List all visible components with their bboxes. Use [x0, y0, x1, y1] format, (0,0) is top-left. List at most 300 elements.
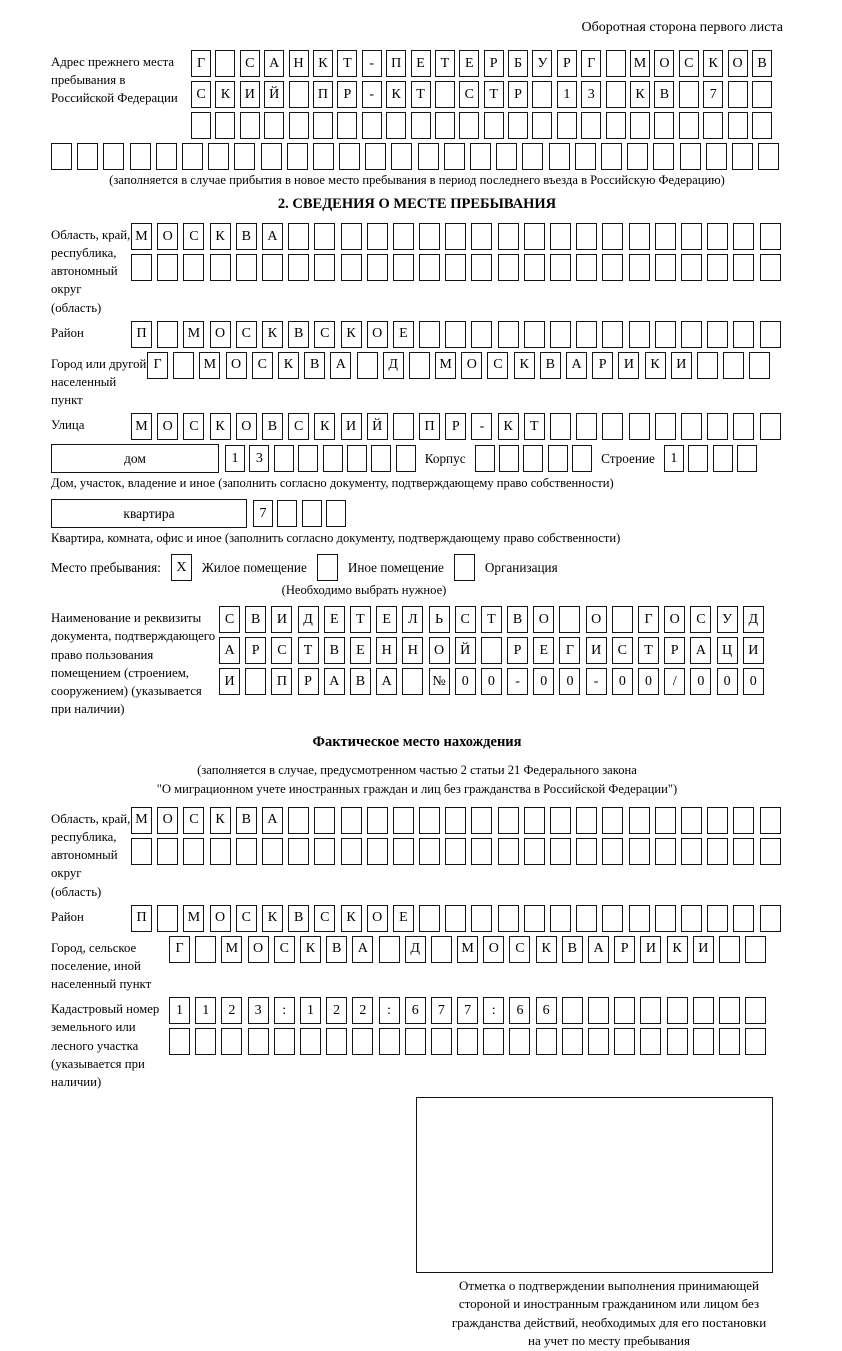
- char-cell[interactable]: [435, 112, 455, 139]
- char-cell[interactable]: [760, 838, 781, 865]
- char-cell[interactable]: [183, 838, 204, 865]
- char-cell[interactable]: Г: [581, 50, 601, 77]
- stay-option-other-checkbox[interactable]: [317, 554, 338, 581]
- char-cell[interactable]: [393, 254, 414, 281]
- stay-option-residential-checkbox[interactable]: X: [171, 554, 192, 581]
- char-cell[interactable]: [445, 254, 466, 281]
- char-cell[interactable]: [707, 838, 728, 865]
- char-cell[interactable]: 1: [664, 445, 684, 472]
- char-cell[interactable]: [576, 905, 597, 932]
- char-cell[interactable]: О: [728, 50, 748, 77]
- char-cell[interactable]: Е: [393, 905, 414, 932]
- char-cell[interactable]: С: [183, 807, 204, 834]
- char-cell[interactable]: [629, 838, 650, 865]
- char-cell[interactable]: №: [429, 668, 450, 695]
- char-cell[interactable]: А: [352, 936, 373, 963]
- char-cell[interactable]: Р: [592, 352, 613, 379]
- char-cell[interactable]: 3: [249, 445, 269, 472]
- char-cell[interactable]: В: [324, 637, 345, 664]
- char-cell[interactable]: У: [532, 50, 552, 77]
- char-cell[interactable]: У: [717, 606, 738, 633]
- char-cell[interactable]: [655, 254, 676, 281]
- char-cell[interactable]: В: [540, 352, 561, 379]
- char-cell[interactable]: [245, 668, 266, 695]
- char-cell[interactable]: [314, 838, 335, 865]
- char-cell[interactable]: Е: [393, 321, 414, 348]
- char-cell[interactable]: [419, 838, 440, 865]
- char-cell[interactable]: [707, 254, 728, 281]
- char-cell[interactable]: [393, 223, 414, 250]
- char-cell[interactable]: Е: [411, 50, 431, 77]
- char-cell[interactable]: А: [219, 637, 240, 664]
- char-cell[interactable]: С: [183, 223, 204, 250]
- char-cell[interactable]: Н: [376, 637, 397, 664]
- char-cell[interactable]: Д: [298, 606, 319, 633]
- char-cell[interactable]: [496, 143, 517, 170]
- char-cell[interactable]: [524, 838, 545, 865]
- char-cell[interactable]: [371, 445, 391, 472]
- char-cell[interactable]: [562, 1028, 583, 1055]
- char-cell[interactable]: В: [236, 807, 257, 834]
- char-cell[interactable]: О: [236, 413, 257, 440]
- char-cell[interactable]: [713, 445, 733, 472]
- char-cell[interactable]: Д: [743, 606, 764, 633]
- char-cell[interactable]: К: [536, 936, 557, 963]
- char-cell[interactable]: Й: [367, 413, 388, 440]
- char-cell[interactable]: Р: [508, 81, 528, 108]
- char-cell[interactable]: [681, 223, 702, 250]
- char-cell[interactable]: О: [429, 637, 450, 664]
- char-cell[interactable]: О: [157, 413, 178, 440]
- char-cell[interactable]: [431, 1028, 452, 1055]
- char-cell[interactable]: Л: [402, 606, 423, 633]
- char-cell[interactable]: [640, 997, 661, 1024]
- char-cell[interactable]: 2: [326, 997, 347, 1024]
- char-cell[interactable]: [379, 936, 400, 963]
- char-cell[interactable]: [693, 1028, 714, 1055]
- char-cell[interactable]: [77, 143, 98, 170]
- char-cell[interactable]: [745, 997, 766, 1024]
- char-cell[interactable]: [733, 321, 754, 348]
- char-cell[interactable]: [405, 1028, 426, 1055]
- char-cell[interactable]: [681, 413, 702, 440]
- char-cell[interactable]: [130, 143, 151, 170]
- char-cell[interactable]: 0: [638, 668, 659, 695]
- char-cell[interactable]: [760, 321, 781, 348]
- char-cell[interactable]: К: [514, 352, 535, 379]
- char-cell[interactable]: [679, 81, 699, 108]
- char-cell[interactable]: [667, 997, 688, 1024]
- char-cell[interactable]: В: [752, 50, 772, 77]
- char-cell[interactable]: К: [341, 905, 362, 932]
- char-cell[interactable]: [719, 1028, 740, 1055]
- char-cell[interactable]: [508, 112, 528, 139]
- char-cell[interactable]: Й: [455, 637, 476, 664]
- char-cell[interactable]: [195, 936, 216, 963]
- char-cell[interactable]: М: [457, 936, 478, 963]
- char-cell[interactable]: [470, 143, 491, 170]
- char-cell[interactable]: [550, 254, 571, 281]
- char-cell[interactable]: Г: [559, 637, 580, 664]
- char-cell[interactable]: [612, 606, 633, 633]
- char-cell[interactable]: [532, 81, 552, 108]
- char-cell[interactable]: [498, 321, 519, 348]
- char-cell[interactable]: [208, 143, 229, 170]
- char-cell[interactable]: С: [236, 905, 257, 932]
- char-cell[interactable]: [341, 254, 362, 281]
- char-cell[interactable]: [471, 321, 492, 348]
- char-cell[interactable]: -: [362, 81, 382, 108]
- char-cell[interactable]: [352, 1028, 373, 1055]
- char-cell[interactable]: [629, 321, 650, 348]
- char-cell[interactable]: [419, 905, 440, 932]
- char-cell[interactable]: М: [435, 352, 456, 379]
- char-cell[interactable]: [522, 143, 543, 170]
- char-cell[interactable]: [215, 112, 235, 139]
- char-cell[interactable]: М: [183, 905, 204, 932]
- char-cell[interactable]: В: [262, 413, 283, 440]
- char-cell[interactable]: [524, 254, 545, 281]
- char-cell[interactable]: [341, 807, 362, 834]
- char-cell[interactable]: С: [459, 81, 479, 108]
- char-cell[interactable]: [288, 807, 309, 834]
- char-cell[interactable]: [576, 807, 597, 834]
- char-cell[interactable]: Р: [298, 668, 319, 695]
- char-cell[interactable]: [602, 807, 623, 834]
- char-cell[interactable]: И: [586, 637, 607, 664]
- char-cell[interactable]: И: [271, 606, 292, 633]
- char-cell[interactable]: Д: [405, 936, 426, 963]
- char-cell[interactable]: Ь: [429, 606, 450, 633]
- char-cell[interactable]: [459, 112, 479, 139]
- char-cell[interactable]: [323, 445, 343, 472]
- char-cell[interactable]: М: [183, 321, 204, 348]
- char-cell[interactable]: Е: [376, 606, 397, 633]
- char-cell[interactable]: [347, 445, 367, 472]
- char-cell[interactable]: [719, 936, 740, 963]
- char-cell[interactable]: Т: [484, 81, 504, 108]
- char-cell[interactable]: [576, 321, 597, 348]
- char-cell[interactable]: 2: [221, 997, 242, 1024]
- char-cell[interactable]: [602, 905, 623, 932]
- char-cell[interactable]: [300, 1028, 321, 1055]
- char-cell[interactable]: [588, 997, 609, 1024]
- char-cell[interactable]: С: [236, 321, 257, 348]
- char-cell[interactable]: М: [131, 413, 152, 440]
- char-cell[interactable]: [302, 500, 322, 527]
- char-cell[interactable]: [760, 905, 781, 932]
- char-cell[interactable]: [693, 997, 714, 1024]
- char-cell[interactable]: [173, 352, 194, 379]
- char-cell[interactable]: О: [533, 606, 554, 633]
- char-cell[interactable]: 6: [509, 997, 530, 1024]
- char-cell[interactable]: [393, 838, 414, 865]
- char-cell[interactable]: [550, 838, 571, 865]
- char-cell[interactable]: [550, 905, 571, 932]
- char-cell[interactable]: [289, 112, 309, 139]
- char-cell[interactable]: К: [314, 413, 335, 440]
- char-cell[interactable]: И: [240, 81, 260, 108]
- char-cell[interactable]: [606, 50, 626, 77]
- char-cell[interactable]: [602, 321, 623, 348]
- char-cell[interactable]: [548, 445, 568, 472]
- char-cell[interactable]: [51, 143, 72, 170]
- char-cell[interactable]: [576, 838, 597, 865]
- char-cell[interactable]: К: [630, 81, 650, 108]
- char-cell[interactable]: [498, 254, 519, 281]
- char-cell[interactable]: С: [271, 637, 292, 664]
- char-cell[interactable]: [191, 112, 211, 139]
- char-cell[interactable]: А: [376, 668, 397, 695]
- char-cell[interactable]: [760, 413, 781, 440]
- char-cell[interactable]: 0: [533, 668, 554, 695]
- char-cell[interactable]: Т: [435, 50, 455, 77]
- char-cell[interactable]: [386, 112, 406, 139]
- char-cell[interactable]: М: [221, 936, 242, 963]
- char-cell[interactable]: [733, 807, 754, 834]
- stay-option-organization-checkbox[interactable]: [454, 554, 475, 581]
- char-cell[interactable]: [655, 905, 676, 932]
- char-cell[interactable]: [581, 112, 601, 139]
- char-cell[interactable]: 1: [557, 81, 577, 108]
- char-cell[interactable]: К: [313, 50, 333, 77]
- char-cell[interactable]: 3: [581, 81, 601, 108]
- char-cell[interactable]: [655, 321, 676, 348]
- char-cell[interactable]: [557, 112, 577, 139]
- char-cell[interactable]: [435, 81, 455, 108]
- char-cell[interactable]: [550, 223, 571, 250]
- char-cell[interactable]: С: [252, 352, 273, 379]
- char-cell[interactable]: [737, 445, 757, 472]
- char-cell[interactable]: [640, 1028, 661, 1055]
- char-cell[interactable]: [484, 112, 504, 139]
- char-cell[interactable]: [402, 668, 423, 695]
- char-cell[interactable]: 7: [457, 997, 478, 1024]
- char-cell[interactable]: [240, 112, 260, 139]
- char-cell[interactable]: Е: [533, 637, 554, 664]
- char-cell[interactable]: Д: [383, 352, 404, 379]
- char-cell[interactable]: [210, 254, 231, 281]
- char-cell[interactable]: 0: [612, 668, 633, 695]
- char-cell[interactable]: Н: [402, 637, 423, 664]
- char-cell[interactable]: [745, 936, 766, 963]
- char-cell[interactable]: [483, 1028, 504, 1055]
- char-cell[interactable]: [341, 838, 362, 865]
- char-cell[interactable]: [733, 838, 754, 865]
- char-cell[interactable]: [760, 223, 781, 250]
- char-cell[interactable]: К: [262, 905, 283, 932]
- char-cell[interactable]: [498, 223, 519, 250]
- char-cell[interactable]: С: [314, 321, 335, 348]
- char-cell[interactable]: С: [314, 905, 335, 932]
- char-cell[interactable]: [536, 1028, 557, 1055]
- char-cell[interactable]: С: [487, 352, 508, 379]
- char-cell[interactable]: Т: [411, 81, 431, 108]
- char-cell[interactable]: [236, 254, 257, 281]
- char-cell[interactable]: [215, 50, 235, 77]
- char-cell[interactable]: [326, 1028, 347, 1055]
- char-cell[interactable]: [719, 997, 740, 1024]
- char-cell[interactable]: [445, 905, 466, 932]
- char-cell[interactable]: [157, 905, 178, 932]
- char-cell[interactable]: [550, 413, 571, 440]
- char-cell[interactable]: А: [262, 223, 283, 250]
- char-cell[interactable]: О: [367, 321, 388, 348]
- char-cell[interactable]: [471, 223, 492, 250]
- char-cell[interactable]: Т: [298, 637, 319, 664]
- char-cell[interactable]: С: [679, 50, 699, 77]
- char-cell[interactable]: 3: [248, 997, 269, 1024]
- char-cell[interactable]: [602, 838, 623, 865]
- char-cell[interactable]: С: [191, 81, 211, 108]
- char-cell[interactable]: [629, 413, 650, 440]
- char-cell[interactable]: Р: [337, 81, 357, 108]
- char-cell[interactable]: П: [313, 81, 333, 108]
- char-cell[interactable]: [288, 838, 309, 865]
- char-cell[interactable]: [728, 81, 748, 108]
- char-cell[interactable]: 2: [352, 997, 373, 1024]
- char-cell[interactable]: И: [693, 936, 714, 963]
- char-cell[interactable]: [367, 807, 388, 834]
- char-cell[interactable]: [681, 905, 702, 932]
- char-cell[interactable]: О: [157, 807, 178, 834]
- char-cell[interactable]: С: [183, 413, 204, 440]
- char-cell[interactable]: [733, 254, 754, 281]
- char-cell[interactable]: В: [288, 905, 309, 932]
- char-cell[interactable]: [614, 997, 635, 1024]
- char-cell[interactable]: :: [274, 997, 295, 1024]
- char-cell[interactable]: Е: [459, 50, 479, 77]
- char-cell[interactable]: Т: [337, 50, 357, 77]
- char-cell[interactable]: [606, 112, 626, 139]
- char-cell[interactable]: -: [362, 50, 382, 77]
- char-cell[interactable]: К: [262, 321, 283, 348]
- char-cell[interactable]: К: [341, 321, 362, 348]
- char-cell[interactable]: К: [215, 81, 235, 108]
- char-cell[interactable]: [655, 838, 676, 865]
- char-cell[interactable]: И: [618, 352, 639, 379]
- char-cell[interactable]: [234, 143, 255, 170]
- char-cell[interactable]: Р: [507, 637, 528, 664]
- char-cell[interactable]: [550, 807, 571, 834]
- char-cell[interactable]: Е: [324, 606, 345, 633]
- char-cell[interactable]: [157, 254, 178, 281]
- char-cell[interactable]: -: [471, 413, 492, 440]
- char-cell[interactable]: [396, 445, 416, 472]
- char-cell[interactable]: [419, 254, 440, 281]
- char-cell[interactable]: [707, 807, 728, 834]
- char-cell[interactable]: [157, 321, 178, 348]
- char-cell[interactable]: О: [483, 936, 504, 963]
- char-cell[interactable]: [688, 445, 708, 472]
- char-cell[interactable]: [524, 321, 545, 348]
- char-cell[interactable]: Г: [169, 936, 190, 963]
- char-cell[interactable]: [707, 905, 728, 932]
- char-cell[interactable]: 1: [195, 997, 216, 1024]
- char-cell[interactable]: [576, 223, 597, 250]
- char-cell[interactable]: [169, 1028, 190, 1055]
- char-cell[interactable]: [760, 254, 781, 281]
- char-cell[interactable]: В: [236, 223, 257, 250]
- char-cell[interactable]: 0: [481, 668, 502, 695]
- char-cell[interactable]: А: [330, 352, 351, 379]
- char-cell[interactable]: [549, 143, 570, 170]
- char-cell[interactable]: [277, 500, 297, 527]
- char-cell[interactable]: [499, 445, 519, 472]
- char-cell[interactable]: [498, 905, 519, 932]
- char-cell[interactable]: [475, 445, 495, 472]
- char-cell[interactable]: Р: [614, 936, 635, 963]
- char-cell[interactable]: [431, 936, 452, 963]
- char-cell[interactable]: [156, 143, 177, 170]
- char-cell[interactable]: Р: [557, 50, 577, 77]
- char-cell[interactable]: [602, 254, 623, 281]
- char-cell[interactable]: [588, 1028, 609, 1055]
- char-cell[interactable]: А: [264, 50, 284, 77]
- char-cell[interactable]: [419, 223, 440, 250]
- char-cell[interactable]: О: [367, 905, 388, 932]
- char-cell[interactable]: И: [743, 637, 764, 664]
- char-cell[interactable]: 6: [536, 997, 557, 1024]
- char-cell[interactable]: [471, 254, 492, 281]
- char-cell[interactable]: :: [379, 997, 400, 1024]
- char-cell[interactable]: [707, 413, 728, 440]
- char-cell[interactable]: В: [245, 606, 266, 633]
- char-cell[interactable]: [627, 143, 648, 170]
- char-cell[interactable]: [562, 997, 583, 1024]
- char-cell[interactable]: Т: [481, 606, 502, 633]
- char-cell[interactable]: [559, 606, 580, 633]
- char-cell[interactable]: [471, 838, 492, 865]
- char-cell[interactable]: [760, 807, 781, 834]
- char-cell[interactable]: [728, 112, 748, 139]
- char-cell[interactable]: [262, 838, 283, 865]
- char-cell[interactable]: [445, 223, 466, 250]
- char-cell[interactable]: [445, 807, 466, 834]
- char-cell[interactable]: Г: [191, 50, 211, 77]
- char-cell[interactable]: [357, 352, 378, 379]
- char-cell[interactable]: Т: [524, 413, 545, 440]
- char-cell[interactable]: [681, 321, 702, 348]
- char-cell[interactable]: [131, 254, 152, 281]
- char-cell[interactable]: О: [210, 321, 231, 348]
- char-cell[interactable]: [524, 905, 545, 932]
- char-cell[interactable]: [183, 254, 204, 281]
- char-cell[interactable]: [629, 905, 650, 932]
- char-cell[interactable]: [655, 223, 676, 250]
- char-cell[interactable]: [752, 81, 772, 108]
- char-cell[interactable]: [195, 1028, 216, 1055]
- char-cell[interactable]: 6: [405, 997, 426, 1024]
- char-cell[interactable]: Р: [245, 637, 266, 664]
- char-cell[interactable]: [630, 112, 650, 139]
- char-cell[interactable]: [707, 321, 728, 348]
- char-cell[interactable]: [298, 445, 318, 472]
- char-cell[interactable]: [457, 1028, 478, 1055]
- char-cell[interactable]: К: [703, 50, 723, 77]
- char-cell[interactable]: [236, 838, 257, 865]
- char-cell[interactable]: 0: [717, 668, 738, 695]
- char-cell[interactable]: П: [131, 905, 152, 932]
- char-cell[interactable]: [732, 143, 753, 170]
- char-cell[interactable]: [313, 143, 334, 170]
- char-cell[interactable]: [498, 807, 519, 834]
- char-cell[interactable]: Е: [350, 637, 371, 664]
- char-cell[interactable]: [445, 321, 466, 348]
- char-cell[interactable]: К: [645, 352, 666, 379]
- char-cell[interactable]: О: [248, 936, 269, 963]
- char-cell[interactable]: А: [262, 807, 283, 834]
